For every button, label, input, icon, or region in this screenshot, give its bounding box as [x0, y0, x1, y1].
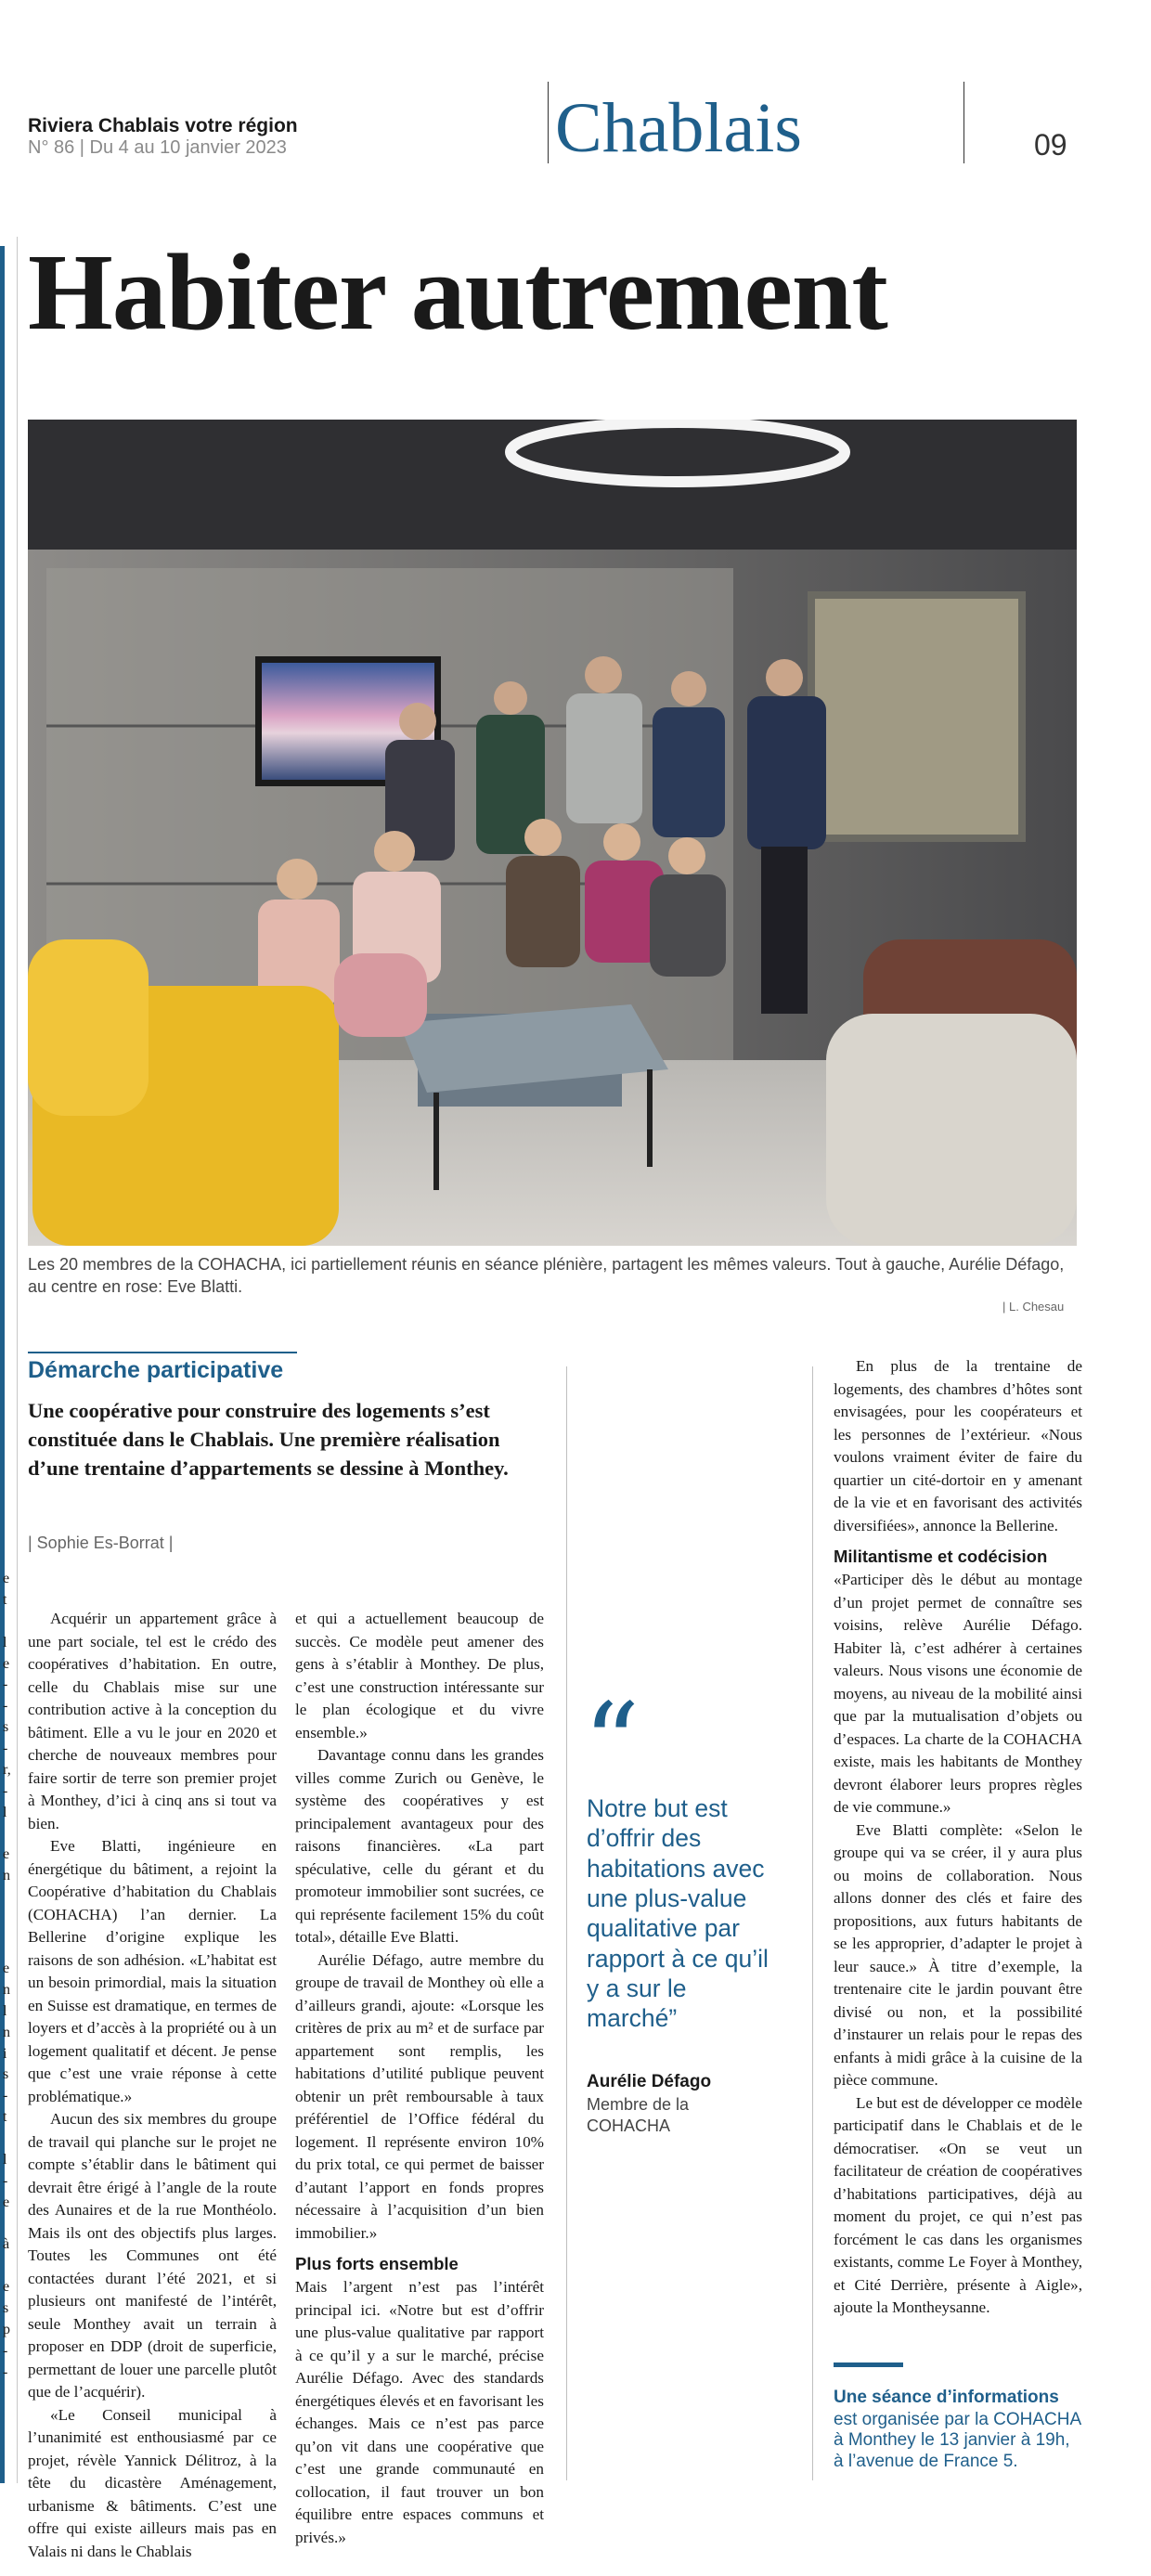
article-column-1 [28, 1608, 277, 2563]
publication-name: Riviera Chablais votre région [28, 115, 298, 136]
fragment-line [3, 2214, 14, 2235]
fragment-line: e [3, 1571, 10, 1586]
paragraph: Aucun des six membres du groupe de travail qui planche sur le projet ne compte s’établir dans le bâtiment qui devrait être érigé à l’angle de la route des Aunaires et de la rue Monthéolo. Mais ils ont des objectifs plus larges. Toutes les Communes ont été contactées durant l’été 2021, et si plusieurs ont manifesté de l’intérêt, seule Monthey avait un terrain à proposer en DDP (droit de superficie, permettant de louer une parcelle plutôt que de l’acquérir). [28, 2110, 277, 2401]
fragment-line: - [3, 2342, 8, 2359]
pull-quote: Notre but est d’offrir des habitations avec une plus-value qualitative par rapport à ce qu’il y a sur le marché” [587, 1794, 769, 2033]
paragraph: Eve Blatti, ingénieure en énergétique du bâtiment, a rejoint la Coopérative d’habitation du Chablais (COHACHA) l’an dernier. La Bellerine d’origine explique les raisons de son adhésion. «L’habitat est un besoin primordial, mais la situation en Suisse est dramatique, en termes de loyers et d’accès à la propriété ou à un logement qualitatif et décent. Je pense que c’est une vraie réponse à cette problématique.» [28, 1837, 277, 2105]
headline: Habiter autrement [28, 231, 887, 353]
fragment-line: l [3, 2002, 7, 2019]
fragment-line: l [3, 1634, 7, 1650]
subheading: Plus forts ensemble [295, 2254, 459, 2273]
fragment-line [3, 2404, 14, 2426]
fragment-line: e [3, 1655, 10, 1672]
fragment-line: - [3, 1741, 8, 1756]
photo-credit: | L. Chesau [1002, 1300, 1065, 1314]
fragment-line: r, [3, 1761, 11, 1778]
quote-author: Aurélie Défago [587, 2072, 712, 2091]
fragment-line: s [3, 2300, 9, 2316]
paragraph: En plus de la trentaine de logements, des chambres d’hôtes sont envisagées, pour les coopérateurs et les personnes de l’extérieur. «Nous voulons vraiment éviter de faire du quartier un cité-dortoir en y amenant de la vie et en favorisant des activités diversifiées», annonce la Bellerine. [834, 1357, 1082, 1534]
fragment-line: - [3, 2088, 8, 2104]
fragment-line: t [3, 2109, 7, 2126]
byline: | Sophie Es-Borrat | [28, 1534, 174, 1552]
fragment-line: - [3, 2363, 8, 2380]
fragment-line: - [3, 1676, 8, 1693]
paragraph: et qui a actuellement beaucoup de succès. Ce modèle peut amener des gens à s’établir à Monthey. De plus, c’est une construction intéressante sur le plan écologique et du vivre ensemble.» [295, 1610, 544, 1741]
fragment-line: - [3, 1782, 8, 1799]
section-title: Chablais [555, 89, 802, 167]
info-box-rule [834, 2362, 903, 2367]
article-column-2 [295, 1608, 544, 2549]
group-photo [28, 420, 1077, 1246]
info-box-text: est organisée par la COHACHA à Monthey le 13 janvier à 19h, à l’avenue de France 5. [834, 2410, 1081, 2471]
issue-info: N° 86 | Du 4 au 10 janvier 2023 [28, 137, 287, 158]
fragment-line: n [3, 2024, 10, 2040]
fragment-line [3, 2384, 14, 2405]
header-divider-left [548, 82, 549, 163]
paragraph: Mais l’argent n’est pas l’intérêt principal ici. «Notre but est d’offrir une plus-value qualitative par rapport à ce qu’il y a sur le marché, précise Aurélie Défago. Avec des standards énergétiques élevés et en favorisant les échanges. Mais ce n’est pas parce qu’on vit dans une coopérative que c’est une grande communauté en collocation, il faut trouver un bon équilibre entre espaces communs et privés.» [295, 2278, 544, 2546]
fragment-line: l [3, 1804, 7, 1820]
info-box-title: Une séance d’informations [834, 2388, 1059, 2407]
subheading: Militantisme et codécision [834, 1547, 1048, 1566]
fragment-line: e [3, 2279, 10, 2296]
kicker: Démarche participative [28, 1357, 284, 1383]
quote-mark: “ [583, 1680, 640, 1809]
fragment-line: i [3, 2045, 7, 2062]
quote-author-role: Membre de la COHACHA [587, 2095, 690, 2135]
column-divider-left [566, 1366, 567, 2480]
fragment-line: p [3, 2321, 10, 2337]
fragment-line [3, 1824, 14, 1845]
column-divider-right [812, 1366, 813, 2480]
adjacent-column-fragment [3, 1569, 14, 1930]
adjacent-column-fragment [3, 1959, 14, 2426]
paragraph: Le but est de développer ce modèle participatif dans le Chablais et de le démocratiser. «On se veut un facilitateur de création de coopératives d’habitations participatives, déjà au moment du projet, ce qui n’est pas forcément le cas dans les organismes existants, comme Le Foyer à Monthey, et Cité Derrière, présente à Aigle», ajoute la Montheysanne. [834, 2093, 1082, 2317]
lead-paragraph: Une coopérative pour construire des logements s’est constituée dans le Chablais. Une première réalisation d’une trentaine d’appartements se dessine à Monthey. [28, 1399, 509, 1480]
article-column-3 [834, 1355, 1082, 2320]
paragraph: Aurélie Défago, autre membre du groupe de travail de Monthey où elle a d’ailleurs grandi, ajoute: «Lorsque les critères de prix au m² et de surface par appartement sont remplis, les habitations d’utilité publique peuvent obtenir un prêt remboursable à taux préférentiel de l’Office fédéral du logement. Il représente environ 10% du prix total, ce qui permet de baisser d’autant l’apport en fonds propres nécessaire à l’acquisition d’un bien immobilier.» [295, 1950, 544, 2242]
fragment-line: n [3, 1868, 10, 1884]
photo-caption: Les 20 membres de la COHACHA, ici partiellement réunis en séance plénière, partagent les mêmes valeurs. Tout à gauche, Aurélie Défago, au centre en rose: Eve Blatti. [28, 1255, 1065, 1297]
fragment-line: n [3, 1981, 10, 1998]
page-edge-rule [17, 237, 18, 2483]
fragment-line: e [3, 1961, 10, 1976]
paragraph: «Participer dès le début au montage d’un projet permet de connaître ses voisins, relève Aurélie Défago. Habiter là, c’est adhérer à certaines valeurs. Nous visons une économie de moyens, au niveau de la mobilité ainsi que par la mutualisation d’objets ou d’espaces. La charte de la COHACHA existe, mais les habitants de Monthey devront élaborer leurs propres règles de vie commune.» [834, 1571, 1082, 1817]
fragment-line: - [3, 1698, 8, 1715]
page-number: 09 [1034, 128, 1067, 162]
fragment-line [3, 1909, 14, 1930]
fragment-line: t [3, 1591, 7, 1608]
fragment-line [3, 2129, 14, 2150]
fragment-line: à [3, 2236, 10, 2253]
paragraph: Acquérir un appartement grâce à une part sociale, tel est le crédo des coopératives d’habitation. En outre, celle du Chablais mise sur une contribution active à la conception du bâtiment. Elle a vu le jour en 2020 et cherche de nouveaux membres pour faire sortir de terre son premier projet à Monthey, d’ici à cinq ans si tout va bien. [28, 1610, 277, 1832]
kicker-rule [28, 1352, 297, 1353]
fragment-line: e [3, 2194, 10, 2210]
paragraph: Eve Blatti complète: «Selon le groupe qui va se créer, il y aura plus ou moins de collaboration. Nous allons donner des clés et faire des propositions, aux futurs habitants de se les approprier, d’adapter le projet à leur sauce.» À titre d’exemple, la trentenaire cite le jardin pouvant être divisé ou non, et la possibilité d’instaurer un relais pour le repas des enfants à midi grâce à la cuisine de la pièce commune. [834, 1820, 1082, 2090]
fragment-line: e [3, 1846, 10, 1863]
fragment-line: s [3, 1719, 9, 1736]
fragment-line: l [3, 2151, 7, 2168]
fragment-line: - [3, 2172, 8, 2189]
header-divider-right [963, 82, 964, 163]
fragment-line [3, 1887, 14, 1909]
fragment-line: s [3, 2066, 9, 2083]
paragraph: Davantage connu dans les grandes villes comme Zurich ou Genève, le système des coopératives y est principalement avantageux pour des raisons financières. «La part spéculative, celle du gérant et du promoteur immobilier sont sucrées, ce qui représente facilement 15% du coût total», détaille Eve Blatti. [295, 1746, 544, 1946]
paragraph: «Le Conseil municipal à l’unanimité est enthousiasmé par ce projet, révèle Yannick Délitroz, à la tête du dicastère Aménagement, urbanisme & bâtiments. C’est une offre qui existe ailleurs mais pas en Valais ni dans le Chablais [28, 2405, 277, 2560]
fragment-line [3, 2256, 14, 2277]
group-photo-illustration [28, 420, 1077, 1246]
fragment-line [3, 1612, 14, 1633]
